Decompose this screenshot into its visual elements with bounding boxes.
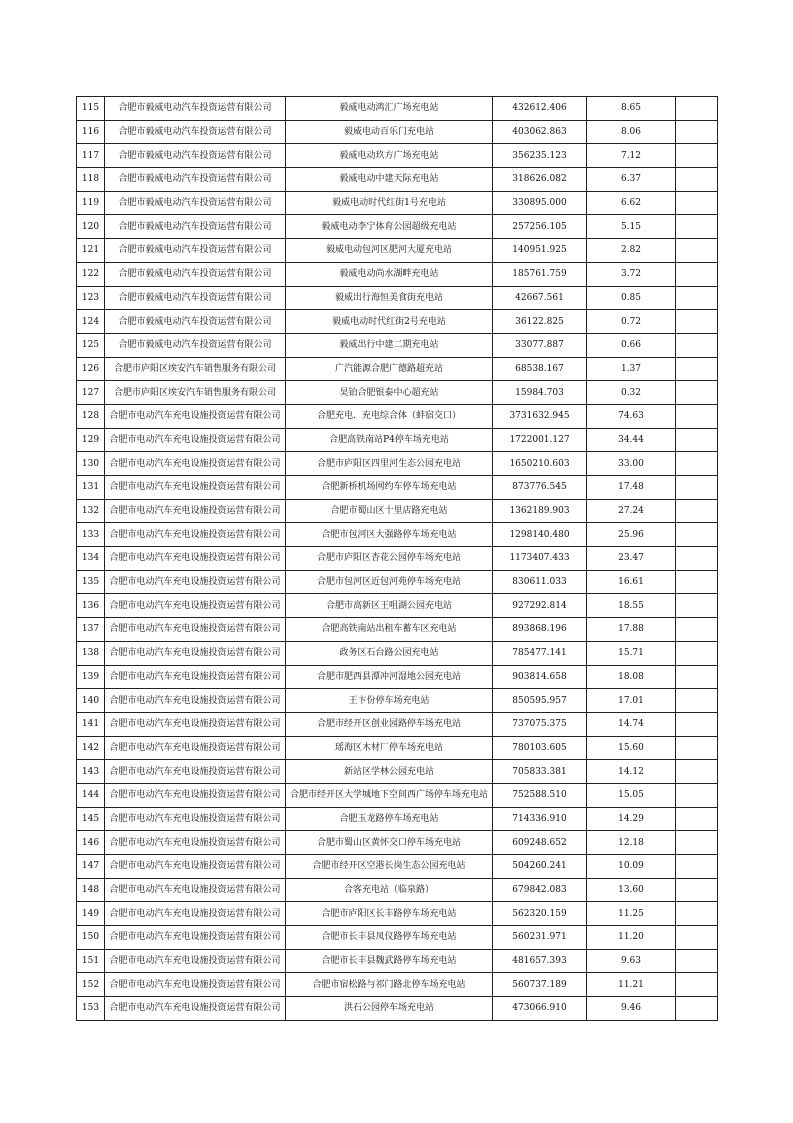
station-name-cell: 洪石公园停车场充电站 [286, 997, 493, 1021]
operator-company-cell: 合肥市庐阳区埃安汽车销售服务有限公司 [105, 381, 286, 405]
extra-cell [676, 618, 718, 642]
station-name-cell: 毅威电动百乐门充电站 [286, 120, 493, 144]
charging-volume-cell: 830611.033 [493, 570, 587, 594]
table-row [77, 712, 718, 736]
operator-company-cell: 合肥市电动汽车充电设施投资运营有限公司 [105, 665, 286, 689]
extra-cell [676, 570, 718, 594]
extra-cell [676, 168, 718, 192]
percentage-cell: 18.55 [587, 594, 676, 618]
percentage-cell: 9.63 [587, 949, 676, 973]
extra-cell [676, 665, 718, 689]
operator-company-cell: 合肥市毅威电动汽车投资运营有限公司 [105, 333, 286, 357]
extra-cell [676, 523, 718, 547]
station-name-cell: 合客充电站（临泉路） [286, 878, 493, 902]
charging-volume-cell: 330895.000 [493, 191, 587, 215]
charging-volume-cell: 68538.167 [493, 357, 587, 381]
charging-volume-cell: 560231.971 [493, 926, 587, 950]
percentage-cell: 12.18 [587, 831, 676, 855]
extra-cell [676, 476, 718, 500]
station-name-cell: 合肥新桥机场网约车停车场充电站 [286, 476, 493, 500]
station-name-cell: 昊铂合肥银泰中心超充站 [286, 381, 493, 405]
operator-company-cell: 合肥市毅威电动汽车投资运营有限公司 [105, 286, 286, 310]
percentage-cell: 14.12 [587, 760, 676, 784]
row-number-cell: 136 [77, 594, 105, 618]
station-name-cell: 合肥市庐阳区杏花公园停车场充电站 [286, 547, 493, 571]
percentage-cell: 17.88 [587, 618, 676, 642]
row-number-cell: 117 [77, 144, 105, 168]
charging-volume-cell: 473066.910 [493, 997, 587, 1021]
station-name-cell: 王卞份停车场充电站 [286, 689, 493, 713]
row-number-cell: 148 [77, 878, 105, 902]
row-number-cell: 130 [77, 452, 105, 476]
extra-cell [676, 547, 718, 571]
charging-volume-cell: 140951.925 [493, 239, 587, 263]
table-row [77, 807, 718, 831]
percentage-cell: 18.08 [587, 665, 676, 689]
table-row [77, 452, 718, 476]
operator-company-cell: 合肥市电动汽车充电设施投资运营有限公司 [105, 641, 286, 665]
station-name-cell: 合肥市经开区空港长岗生态公园充电站 [286, 855, 493, 879]
table-row [77, 381, 718, 405]
table-body [77, 97, 718, 1021]
percentage-cell: 13.60 [587, 878, 676, 902]
operator-company-cell: 合肥市电动汽车充电设施投资运营有限公司 [105, 736, 286, 760]
row-number-cell: 126 [77, 357, 105, 381]
table-row [77, 476, 718, 500]
row-number-cell: 150 [77, 926, 105, 950]
extra-cell [676, 262, 718, 286]
charging-volume-cell: 185761.759 [493, 262, 587, 286]
table-row [77, 902, 718, 926]
station-name-cell: 合肥市高新区王咀湖公园充电站 [286, 594, 493, 618]
row-number-cell: 119 [77, 191, 105, 215]
charging-volume-cell: 609248.652 [493, 831, 587, 855]
station-name-cell: 广汽能源合肥广德路超充站 [286, 357, 493, 381]
charging-volume-cell: 3731632.945 [493, 404, 587, 428]
station-name-cell: 合肥市长丰县魏武路停车场充电站 [286, 949, 493, 973]
table-row [77, 97, 718, 121]
table-row [77, 191, 718, 215]
extra-cell [676, 641, 718, 665]
extra-cell [676, 310, 718, 334]
extra-cell [676, 997, 718, 1021]
row-number-cell: 145 [77, 807, 105, 831]
row-number-cell: 137 [77, 618, 105, 642]
row-number-cell: 149 [77, 902, 105, 926]
operator-company-cell: 合肥市毅威电动汽车投资运营有限公司 [105, 239, 286, 263]
charging-volume-cell: 873776.545 [493, 476, 587, 500]
table-row [77, 499, 718, 523]
extra-cell [676, 689, 718, 713]
row-number-cell: 153 [77, 997, 105, 1021]
operator-company-cell: 合肥市电动汽车充电设施投资运营有限公司 [105, 428, 286, 452]
row-number-cell: 116 [77, 120, 105, 144]
operator-company-cell: 合肥市电动汽车充电设施投资运营有限公司 [105, 523, 286, 547]
row-number-cell: 142 [77, 736, 105, 760]
percentage-cell: 7.12 [587, 144, 676, 168]
operator-company-cell: 合肥市毅威电动汽车投资运营有限公司 [105, 144, 286, 168]
charging-volume-cell: 752588.510 [493, 783, 587, 807]
extra-cell [676, 333, 718, 357]
charging-volume-cell: 15984.703 [493, 381, 587, 405]
row-number-cell: 134 [77, 547, 105, 571]
operator-company-cell: 合肥市电动汽车充电设施投资运营有限公司 [105, 855, 286, 879]
station-name-cell: 毅威电动时代红街2号充电站 [286, 310, 493, 334]
row-number-cell: 135 [77, 570, 105, 594]
percentage-cell: 1.37 [587, 357, 676, 381]
row-number-cell: 152 [77, 973, 105, 997]
station-name-cell: 合肥市经开区大学城地下空间西广场停车场充电站 [286, 783, 493, 807]
extra-cell [676, 239, 718, 263]
row-number-cell: 147 [77, 855, 105, 879]
station-name-cell: 毅威电动时代红街1号充电站 [286, 191, 493, 215]
table-row [77, 286, 718, 310]
operator-company-cell: 合肥市电动汽车充电设施投资运营有限公司 [105, 452, 286, 476]
table-row [77, 689, 718, 713]
charging-volume-cell: 560737.189 [493, 973, 587, 997]
row-number-cell: 144 [77, 783, 105, 807]
station-name-cell: 毅威电动李宁体育公园超级充电站 [286, 215, 493, 239]
operator-company-cell: 合肥市电动汽车充电设施投资运营有限公司 [105, 476, 286, 500]
charging-station-table [76, 96, 718, 1021]
operator-company-cell: 合肥市电动汽车充电设施投资运营有限公司 [105, 594, 286, 618]
operator-company-cell: 合肥市电动汽车充电设施投资运营有限公司 [105, 499, 286, 523]
table-row [77, 310, 718, 334]
operator-company-cell: 合肥市电动汽车充电设施投资运营有限公司 [105, 404, 286, 428]
percentage-cell: 15.71 [587, 641, 676, 665]
extra-cell [676, 783, 718, 807]
operator-company-cell: 合肥市电动汽车充电设施投资运营有限公司 [105, 997, 286, 1021]
charging-volume-cell: 504260.241 [493, 855, 587, 879]
table-row [77, 570, 718, 594]
station-name-cell: 合肥市经开区创业园路停车场充电站 [286, 712, 493, 736]
extra-cell [676, 286, 718, 310]
station-name-cell: 毅威电动玖方广场充电站 [286, 144, 493, 168]
row-number-cell: 122 [77, 262, 105, 286]
percentage-cell: 25.96 [587, 523, 676, 547]
table-row [77, 878, 718, 902]
extra-cell [676, 760, 718, 784]
charging-volume-cell: 780103.605 [493, 736, 587, 760]
station-name-cell: 合肥市蜀山区黄怀交口停车场充电站 [286, 831, 493, 855]
table-row [77, 547, 718, 571]
row-number-cell: 120 [77, 215, 105, 239]
charging-volume-cell: 1173407.433 [493, 547, 587, 571]
charging-volume-cell: 318626.082 [493, 168, 587, 192]
table-row [77, 973, 718, 997]
extra-cell [676, 120, 718, 144]
table-row [77, 926, 718, 950]
station-name-cell: 合肥市长丰县凤仪路停车场充电站 [286, 926, 493, 950]
station-name-cell: 毅威电动中建天际充电站 [286, 168, 493, 192]
percentage-cell: 8.65 [587, 97, 676, 121]
table-row [77, 831, 718, 855]
charging-volume-cell: 356235.123 [493, 144, 587, 168]
operator-company-cell: 合肥市电动汽车充电设施投资运营有限公司 [105, 807, 286, 831]
station-name-cell: 毅威出行中建二期充电站 [286, 333, 493, 357]
table-row [77, 523, 718, 547]
percentage-cell: 0.72 [587, 310, 676, 334]
station-name-cell: 毅威电动尚水湖畔充电站 [286, 262, 493, 286]
extra-cell [676, 452, 718, 476]
extra-cell [676, 97, 718, 121]
station-name-cell: 新站区学林公园充电站 [286, 760, 493, 784]
percentage-cell: 14.74 [587, 712, 676, 736]
table-row [77, 262, 718, 286]
percentage-cell: 0.32 [587, 381, 676, 405]
station-name-cell: 合肥高铁南站P4停车场充电站 [286, 428, 493, 452]
charging-volume-cell: 36122.825 [493, 310, 587, 334]
percentage-cell: 33.00 [587, 452, 676, 476]
extra-cell [676, 404, 718, 428]
row-number-cell: 139 [77, 665, 105, 689]
percentage-cell: 17.01 [587, 689, 676, 713]
row-number-cell: 140 [77, 689, 105, 713]
operator-company-cell: 合肥市电动汽车充电设施投资运营有限公司 [105, 926, 286, 950]
table-row [77, 618, 718, 642]
row-number-cell: 125 [77, 333, 105, 357]
station-name-cell: 瑶海区木材厂停车场充电站 [286, 736, 493, 760]
percentage-cell: 5.15 [587, 215, 676, 239]
operator-company-cell: 合肥市毅威电动汽车投资运营有限公司 [105, 97, 286, 121]
extra-cell [676, 144, 718, 168]
table-row [77, 641, 718, 665]
extra-cell [676, 712, 718, 736]
percentage-cell: 11.25 [587, 902, 676, 926]
percentage-cell: 11.21 [587, 973, 676, 997]
extra-cell [676, 428, 718, 452]
charging-volume-cell: 403062.863 [493, 120, 587, 144]
extra-cell [676, 499, 718, 523]
row-number-cell: 133 [77, 523, 105, 547]
operator-company-cell: 合肥市电动汽车充电设施投资运营有限公司 [105, 547, 286, 571]
percentage-cell: 23.47 [587, 547, 676, 571]
row-number-cell: 138 [77, 641, 105, 665]
extra-cell [676, 215, 718, 239]
extra-cell [676, 878, 718, 902]
extra-cell [676, 831, 718, 855]
table-row [77, 357, 718, 381]
charging-volume-cell: 927292.814 [493, 594, 587, 618]
extra-cell [676, 926, 718, 950]
percentage-cell: 74.63 [587, 404, 676, 428]
percentage-cell: 9.46 [587, 997, 676, 1021]
station-name-cell: 合肥市包河区近包河苑停车场充电站 [286, 570, 493, 594]
station-name-cell: 合肥高铁南站出租车蓄车区充电站 [286, 618, 493, 642]
extra-cell [676, 594, 718, 618]
percentage-cell: 15.60 [587, 736, 676, 760]
percentage-cell: 34.44 [587, 428, 676, 452]
charging-volume-cell: 714336.910 [493, 807, 587, 831]
station-name-cell: 合肥市包河区大强路停车场充电站 [286, 523, 493, 547]
extra-cell [676, 357, 718, 381]
row-number-cell: 131 [77, 476, 105, 500]
percentage-cell: 17.48 [587, 476, 676, 500]
percentage-cell: 16.61 [587, 570, 676, 594]
charging-volume-cell: 33077.887 [493, 333, 587, 357]
row-number-cell: 123 [77, 286, 105, 310]
table-row [77, 594, 718, 618]
charging-volume-cell: 679842.083 [493, 878, 587, 902]
charging-volume-cell: 737075.375 [493, 712, 587, 736]
operator-company-cell: 合肥市电动汽车充电设施投资运营有限公司 [105, 570, 286, 594]
extra-cell [676, 807, 718, 831]
row-number-cell: 132 [77, 499, 105, 523]
percentage-cell: 11.20 [587, 926, 676, 950]
percentage-cell: 6.62 [587, 191, 676, 215]
station-name-cell: 合肥市庐阳区长丰路停车场充电站 [286, 902, 493, 926]
row-number-cell: 141 [77, 712, 105, 736]
extra-cell [676, 736, 718, 760]
operator-company-cell: 合肥市电动汽车充电设施投资运营有限公司 [105, 973, 286, 997]
charging-volume-cell: 1298140.480 [493, 523, 587, 547]
charging-volume-cell: 903814.658 [493, 665, 587, 689]
table-row [77, 404, 718, 428]
station-name-cell: 合肥市庐阳区四里河生态公园充电站 [286, 452, 493, 476]
operator-company-cell: 合肥市毅威电动汽车投资运营有限公司 [105, 168, 286, 192]
table-row [77, 855, 718, 879]
extra-cell [676, 191, 718, 215]
operator-company-cell: 合肥市毅威电动汽车投资运营有限公司 [105, 215, 286, 239]
charging-volume-cell: 850595.957 [493, 689, 587, 713]
table-row [77, 239, 718, 263]
row-number-cell: 143 [77, 760, 105, 784]
extra-cell [676, 949, 718, 973]
table-row [77, 665, 718, 689]
station-name-cell: 政务区石台路公园充电站 [286, 641, 493, 665]
charging-volume-cell: 42667.561 [493, 286, 587, 310]
percentage-cell: 2.82 [587, 239, 676, 263]
table-row [77, 215, 718, 239]
operator-company-cell: 合肥市电动汽车充电设施投资运营有限公司 [105, 712, 286, 736]
table-row [77, 144, 718, 168]
table-row [77, 760, 718, 784]
operator-company-cell: 合肥市电动汽车充电设施投资运营有限公司 [105, 618, 286, 642]
table-row [77, 783, 718, 807]
row-number-cell: 129 [77, 428, 105, 452]
station-name-cell: 合肥玉龙路停车场充电站 [286, 807, 493, 831]
percentage-cell: 6.37 [587, 168, 676, 192]
extra-cell [676, 381, 718, 405]
charging-volume-cell: 785477.141 [493, 641, 587, 665]
charging-volume-cell: 893868.196 [493, 618, 587, 642]
table-row [77, 428, 718, 452]
operator-company-cell: 合肥市毅威电动汽车投资运营有限公司 [105, 262, 286, 286]
station-name-cell: 毅威电动鸿汇广场充电站 [286, 97, 493, 121]
station-name-cell: 毅威出行海恒美食街充电站 [286, 286, 493, 310]
table-row [77, 949, 718, 973]
operator-company-cell: 合肥市电动汽车充电设施投资运营有限公司 [105, 689, 286, 713]
percentage-cell: 27.24 [587, 499, 676, 523]
extra-cell [676, 902, 718, 926]
charging-volume-cell: 432612.406 [493, 97, 587, 121]
operator-company-cell: 合肥市电动汽车充电设施投资运营有限公司 [105, 760, 286, 784]
table-row [77, 120, 718, 144]
row-number-cell: 128 [77, 404, 105, 428]
row-number-cell: 118 [77, 168, 105, 192]
station-name-cell: 毅威电动包河区肥河大厦充电站 [286, 239, 493, 263]
operator-company-cell: 合肥市电动汽车充电设施投资运营有限公司 [105, 878, 286, 902]
station-name-cell: 合肥充电．充电综合体（蚌宿交口） [286, 404, 493, 428]
percentage-cell: 8.06 [587, 120, 676, 144]
extra-cell [676, 855, 718, 879]
charging-volume-cell: 705833.381 [493, 760, 587, 784]
operator-company-cell: 合肥市毅威电动汽车投资运营有限公司 [105, 191, 286, 215]
percentage-cell: 3.72 [587, 262, 676, 286]
row-number-cell: 124 [77, 310, 105, 334]
charging-volume-cell: 1650210.603 [493, 452, 587, 476]
station-name-cell: 合肥市蜀山区十里店路充电站 [286, 499, 493, 523]
row-number-cell: 115 [77, 97, 105, 121]
table-row [77, 997, 718, 1021]
row-number-cell: 151 [77, 949, 105, 973]
row-number-cell: 146 [77, 831, 105, 855]
charging-volume-cell: 257256.105 [493, 215, 587, 239]
charging-volume-cell: 562320.159 [493, 902, 587, 926]
row-number-cell: 121 [77, 239, 105, 263]
percentage-cell: 0.66 [587, 333, 676, 357]
operator-company-cell: 合肥市电动汽车充电设施投资运营有限公司 [105, 902, 286, 926]
table-row [77, 736, 718, 760]
percentage-cell: 14.29 [587, 807, 676, 831]
operator-company-cell: 合肥市庐阳区埃安汽车销售服务有限公司 [105, 357, 286, 381]
percentage-cell: 0.85 [587, 286, 676, 310]
operator-company-cell: 合肥市毅威电动汽车投资运营有限公司 [105, 120, 286, 144]
operator-company-cell: 合肥市电动汽车充电设施投资运营有限公司 [105, 783, 286, 807]
station-name-cell: 合肥市宿松路与祁门路北停车场充电站 [286, 973, 493, 997]
extra-cell [676, 973, 718, 997]
charging-volume-cell: 481657.393 [493, 949, 587, 973]
charging-volume-cell: 1362189.903 [493, 499, 587, 523]
operator-company-cell: 合肥市电动汽车充电设施投资运营有限公司 [105, 949, 286, 973]
table-row [77, 168, 718, 192]
operator-company-cell: 合肥市电动汽车充电设施投资运营有限公司 [105, 831, 286, 855]
charging-volume-cell: 1722001.127 [493, 428, 587, 452]
percentage-cell: 15.05 [587, 783, 676, 807]
station-name-cell: 合肥市肥西县潭冲河湿地公园充电站 [286, 665, 493, 689]
operator-company-cell: 合肥市毅威电动汽车投资运营有限公司 [105, 310, 286, 334]
row-number-cell: 127 [77, 381, 105, 405]
table-row [77, 333, 718, 357]
percentage-cell: 10.09 [587, 855, 676, 879]
